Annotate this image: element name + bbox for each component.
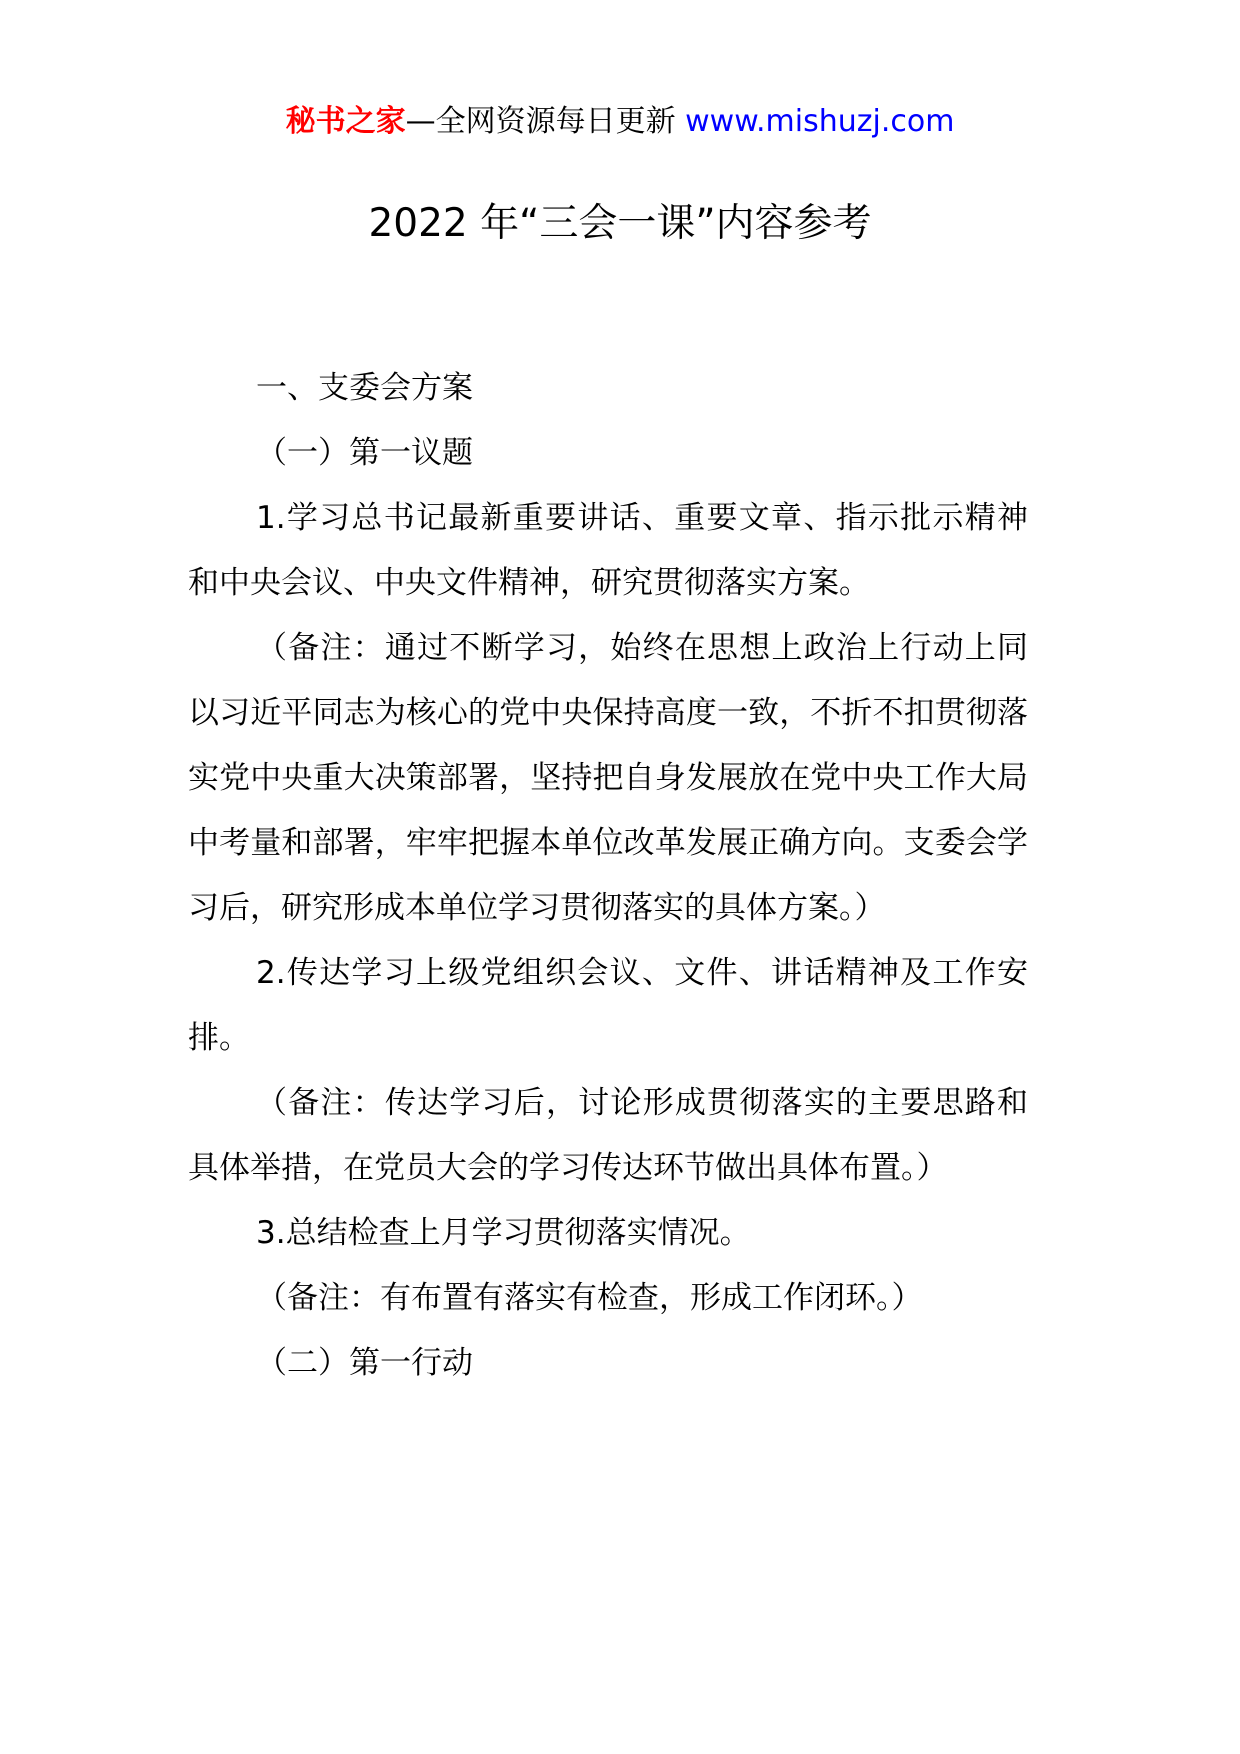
site-header [0,100,1240,144]
paragraph-note-1: （备注：通过不断学习，始终在思想上政治上行动上同以习近平同志为核心的党中央保持高度一致，不折不扣贯彻落实党中央重大决策部署，坚持把自身发展放在党中央工作大局中考量和部署，牢牢把握本单位改革发展正确方向。支委会学习后，研究形成本单位学习贯彻落实的具体方案。） [188,630,1028,926]
paragraph-item-1: 1.学习总书记最新重要讲话、重要文章、指示批示精神和中央会议、中央文件精神，研究贯彻落实方案。 [188,500,1028,601]
subsection-heading: （一）第一议题 [256,435,473,471]
document-title: 2022 年“三会一课”内容参考 [368,201,872,246]
document-body [188,356,1028,1396]
site-brand: 秘书之家 [285,104,406,139]
site-url-link[interactable]: www.mishuzj.com [685,104,955,139]
paragraph-note-3: （备注：有布置有落实有检查，形成工作闭环。） [256,1280,923,1316]
section-heading: 一、支委会方案 [256,370,473,406]
subsection-heading-2: （二）第一行动 [256,1345,473,1381]
paragraph-item-3: 3.总结检查上月学习贯彻落实情况。 [256,1215,751,1251]
site-tagline: —全网资源每日更新 [405,104,676,139]
paragraph-item-2: 2.传达学习上级党组织会议、文件、讲话精神及工作安排。 [188,955,1028,1056]
paragraph-note-2: （备注：传达学习后，讨论形成贯彻落实的主要思路和具体举措，在党员大会的学习传达环节做出具体布置。） [188,1085,1028,1186]
